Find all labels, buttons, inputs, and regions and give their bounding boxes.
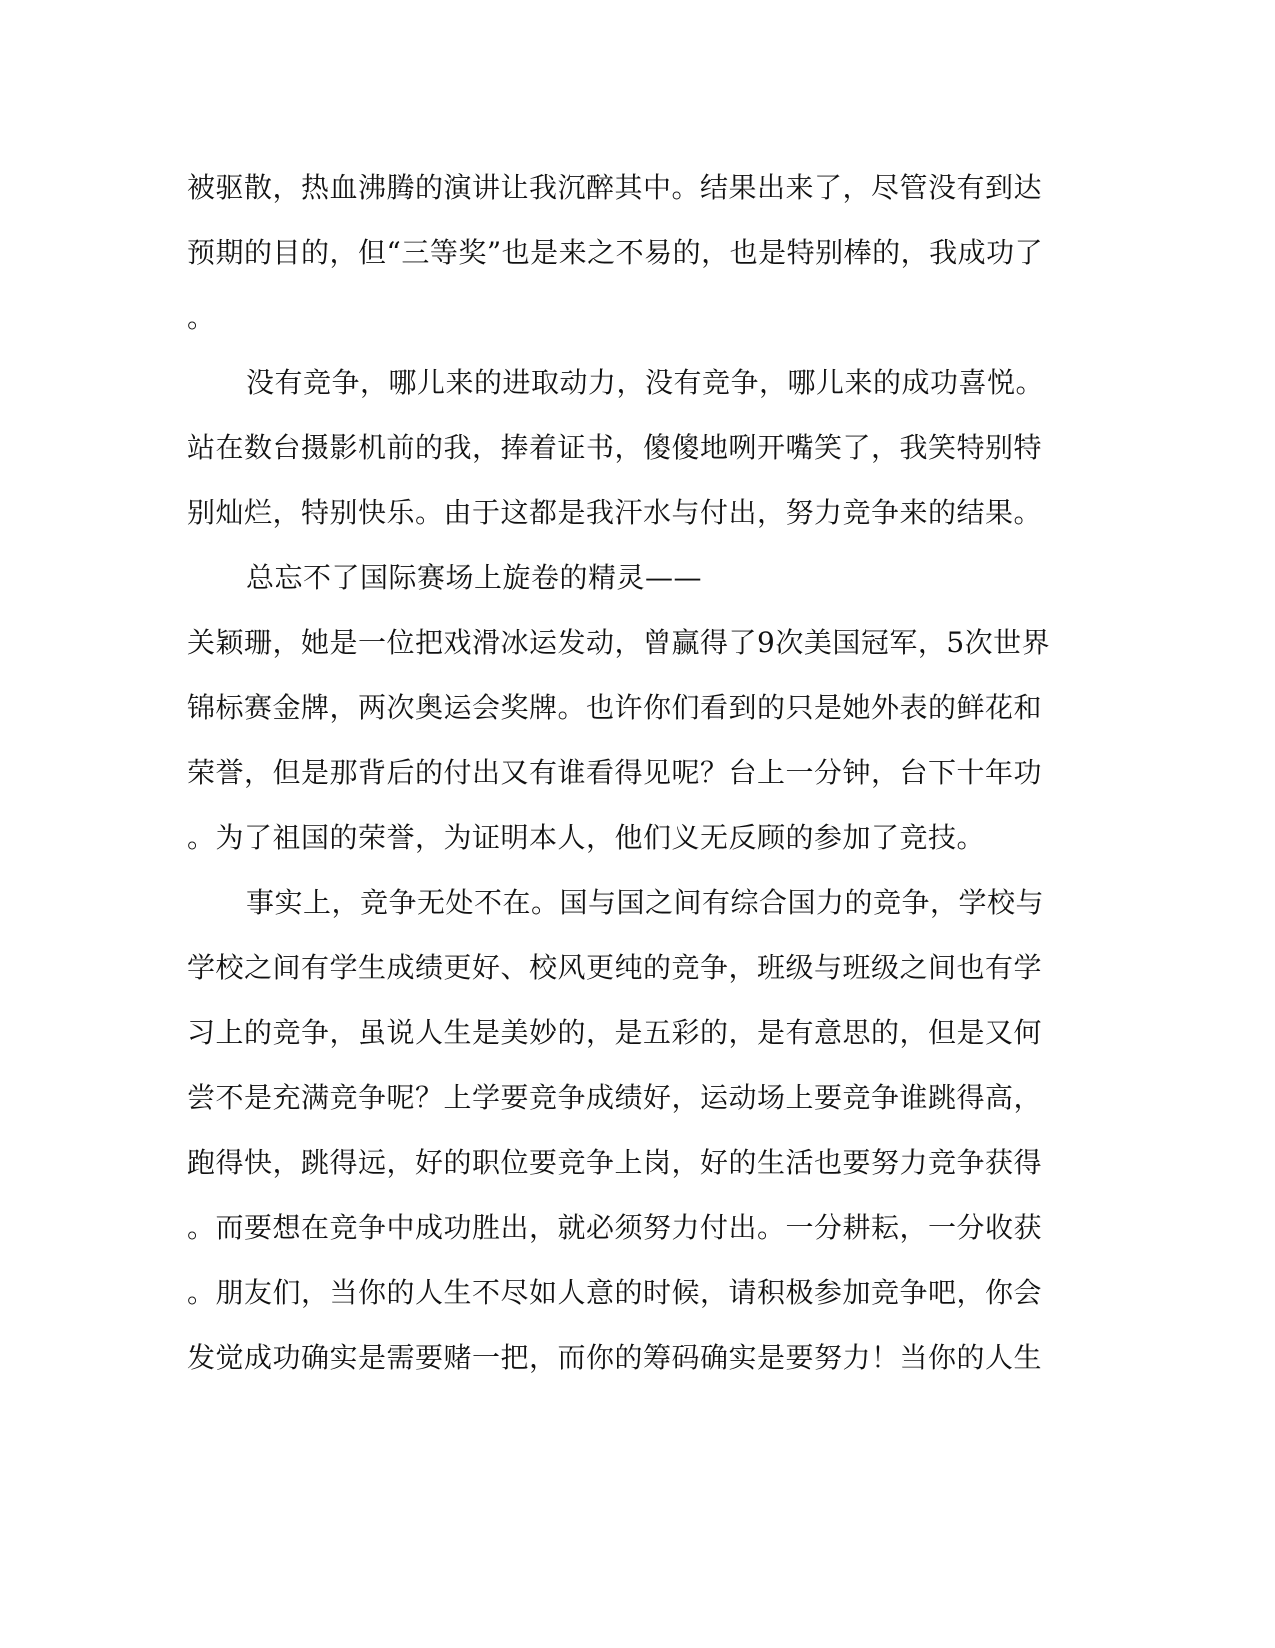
paragraph-3-line-4: 荣誉，但是那背后的付出又有谁看得见呢？台上一分钟，台下十年功 (187, 756, 1043, 789)
paragraph-4-line-8: 发觉成功确实是需要赌一把，而你的筹码确实是要努力！当你的人生 (187, 1341, 1043, 1374)
paragraph-4-line-6: 。而要想在竞争中成功胜出，就必须努力付出。一分耕耘，一分收获 (187, 1211, 1043, 1244)
paragraph-4-line-4: 尝不是充满竞争呢？上学要竞争成绩好，运动场上要竞争谁跳得高， (187, 1081, 1043, 1114)
paragraph-3-line-2: 关颖珊，她是一位把戏滑冰运发动，曾赢得了9次美国冠军，5次世界 (187, 626, 1051, 659)
paragraph-3-line-1: 总忘不了国际赛场上旋卷的精灵—— (246, 561, 703, 594)
paragraph-2-line-3: 别灿烂，特别快乐。由于这都是我汗水与付出，努力竞争来的结果。 (187, 496, 1043, 529)
paragraph-2-line-1: 没有竞争，哪儿来的进取动力，没有竞争，哪儿来的成功喜悦。 (246, 366, 1045, 399)
paragraph-3-line-3: 锦标赛金牌，两次奥运会奖牌。也许你们看到的只是她外表的鲜花和 (187, 691, 1043, 724)
paragraph-4-line-1: 事实上，竞争无处不在。国与国之间有综合国力的竞争，学校与 (246, 886, 1045, 919)
paragraph-3-line-5: 。为了祖国的荣誉，为证明本人，他们义无反顾的参加了竞技。 (187, 821, 986, 854)
paragraph-4-line-3: 习上的竞争，虽说人生是美妙的，是五彩的，是有意思的，但是又何 (187, 1016, 1043, 1049)
paragraph-2-line-2: 站在数台摄影机前的我，捧着证书，傻傻地咧开嘴笑了，我笑特别特 (187, 431, 1043, 464)
paragraph-1-line-3: 。 (187, 301, 216, 334)
paragraph-1-line-2: 预期的目的，但“三等奖”也是来之不易的，也是特别棒的，我成功了 (187, 236, 1044, 269)
paragraph-4-line-2: 学校之间有学生成绩更好、校风更纯的竞争，班级与班级之间也有学 (187, 951, 1043, 984)
paragraph-4-line-5: 跑得快，跳得远，好的职位要竞争上岗，好的生活也要努力竞争获得 (187, 1146, 1043, 1179)
paragraph-1-line-1: 被驱散，热血沸腾的演讲让我沉醉其中。结果出来了，尽管没有到达 (187, 171, 1043, 204)
document-body (187, 155, 1067, 1390)
paragraph-4-line-7: 。朋友们，当你的人生不尽如人意的时候，请积极参加竞争吧，你会 (187, 1276, 1043, 1309)
